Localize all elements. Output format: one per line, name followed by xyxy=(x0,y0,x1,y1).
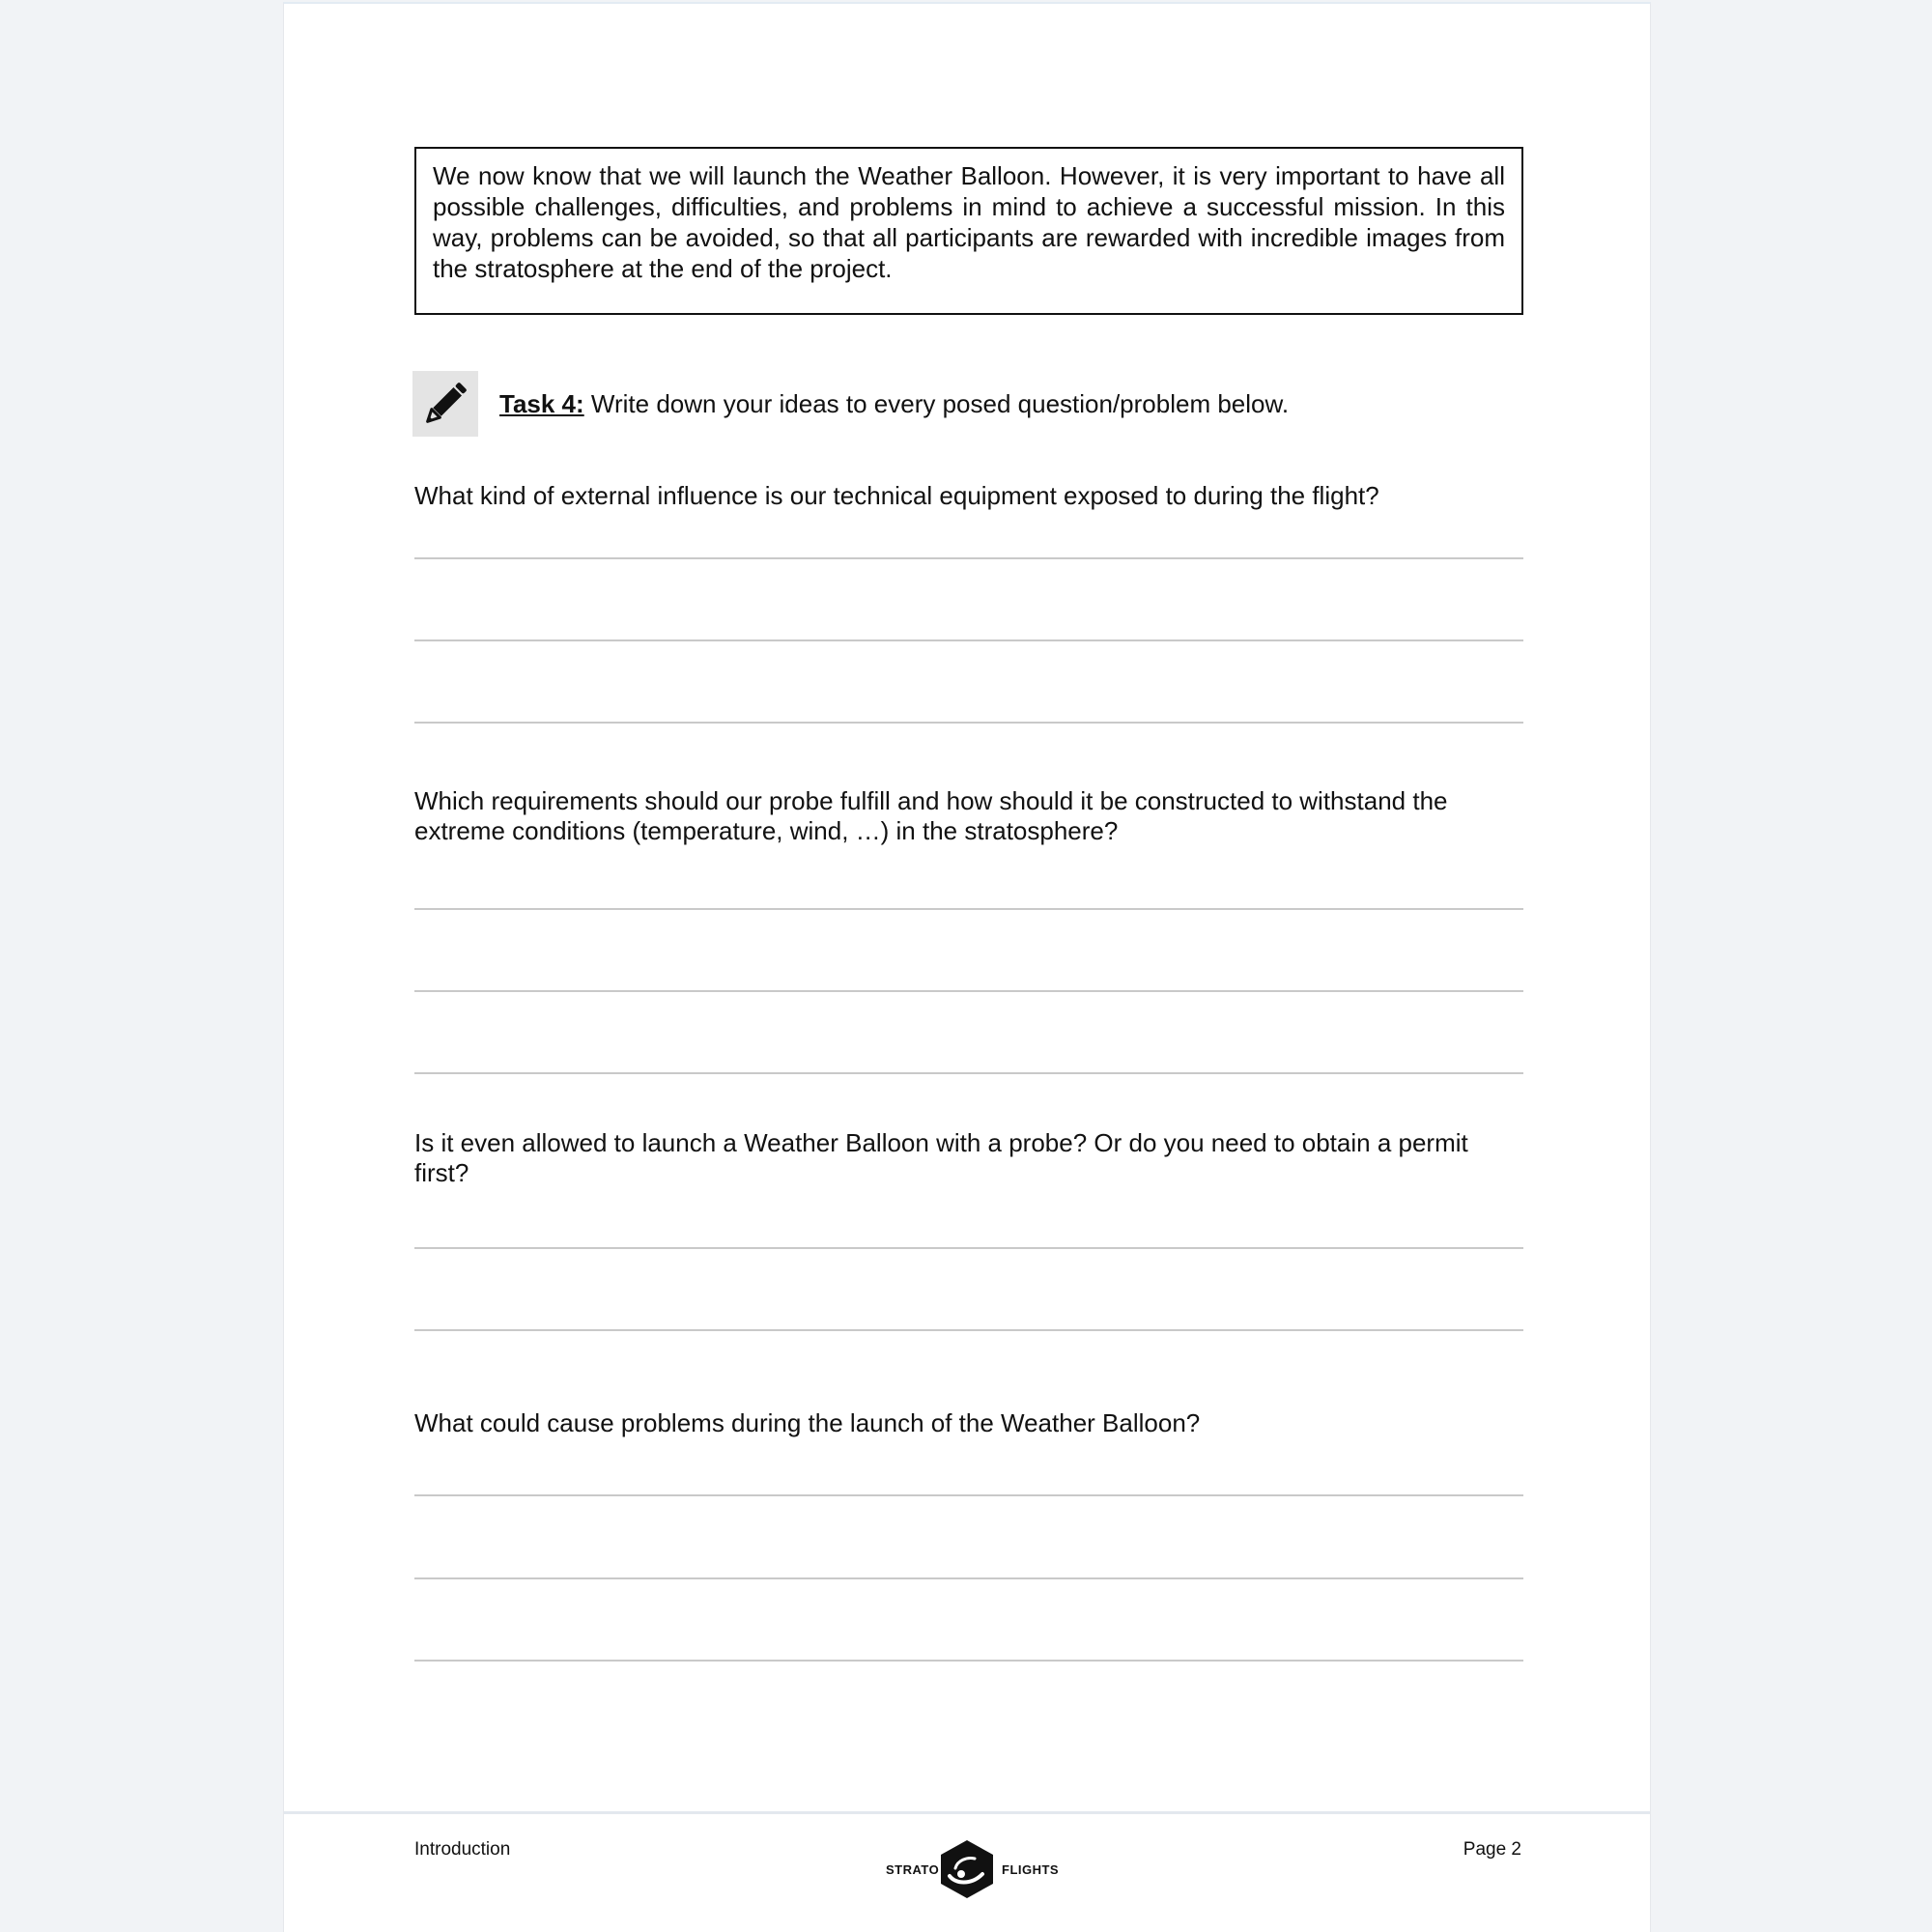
document-page xyxy=(283,2,1651,1932)
answer-line[interactable] xyxy=(414,722,1523,724)
answer-line[interactable] xyxy=(414,1494,1523,1496)
answer-line[interactable] xyxy=(414,1329,1523,1331)
footer-section: Introduction xyxy=(414,1839,511,1860)
task-text: Write down your ideas to every posed question/problem below. xyxy=(583,389,1290,418)
question-2: Which requirements should our probe fulfill and how should it be constructed to withstand the extreme conditions (temperature, wind, …) in the stratosphere? xyxy=(414,786,1448,845)
footer-divider xyxy=(284,1811,1650,1814)
task-row xyxy=(412,369,1523,437)
answer-line[interactable] xyxy=(414,639,1523,641)
logo-word-strato: STRATO xyxy=(886,1862,940,1877)
answer-line[interactable] xyxy=(414,1247,1523,1249)
answer-line[interactable] xyxy=(414,1660,1523,1662)
task-label: Task 4: xyxy=(499,389,584,418)
question-3: Is it even allowed to launch a Weather Balloon with a probe? Or do you need to obtain a permit first? xyxy=(414,1128,1468,1187)
intro-box xyxy=(414,147,1523,315)
question-1: What kind of external influence is our technical equipment exposed to during the flight? xyxy=(414,481,1379,510)
intro-text: We now know that we will launch the Weather Balloon. However, it is very important to have all possible challenges, difficulties, and problems in mind to achieve a successful mission. In this way, problems can be avoided, so that all participants are rewarded with incredible images from the stratosphere at the end of the project. xyxy=(433,161,1505,283)
answer-line[interactable] xyxy=(414,557,1523,559)
answer-line[interactable] xyxy=(414,1072,1523,1074)
logo-word-flights: FLIGHTS xyxy=(1002,1862,1060,1877)
page-number: Page 2 xyxy=(1463,1839,1521,1860)
strato-flights-logo xyxy=(886,1839,1060,1901)
answer-line[interactable] xyxy=(414,1577,1523,1579)
hexagon-logo-icon xyxy=(938,1839,996,1899)
question-4: What could cause problems during the launch of the Weather Balloon? xyxy=(414,1408,1201,1437)
pencil-icon xyxy=(412,371,478,437)
answer-line[interactable] xyxy=(414,908,1523,910)
answer-line[interactable] xyxy=(414,990,1523,992)
task-instruction xyxy=(499,388,1289,419)
